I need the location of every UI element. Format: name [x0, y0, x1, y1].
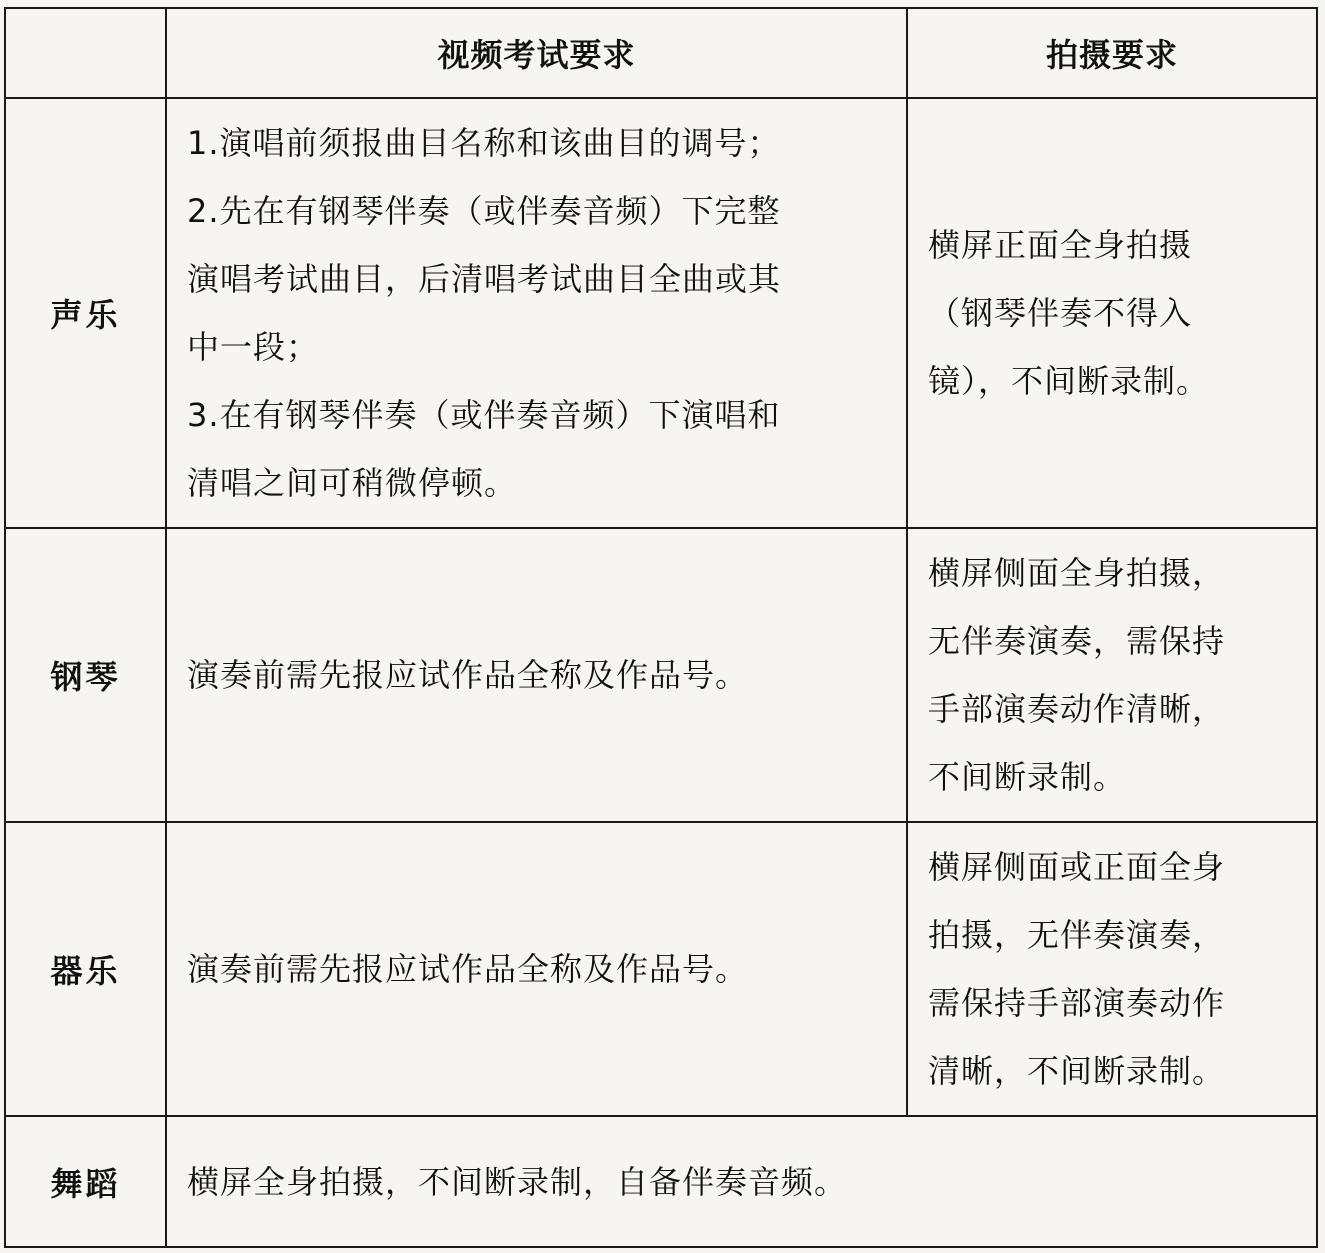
text-line: 2.先在有钢琴伴奏（或伴奏音频）下完整 — [187, 192, 781, 230]
text-line: 3.在有钢琴伴奏（或伴奏音频）下演唱和 — [187, 396, 781, 434]
text-line: 需保持手部演奏动作 — [928, 984, 1226, 1022]
exam-requirements-table — [4, 7, 1318, 1248]
text-line: 1.演唱前须报曲目名称和该曲目的调号； — [187, 124, 781, 162]
text-line: 横屏侧面或正面全身 — [928, 848, 1226, 886]
text-line: 横屏正面全身拍摄 — [928, 226, 1193, 264]
text-line: 演唱考试曲目，后清唱考试曲目全曲或其 — [187, 260, 782, 298]
vocal-video-requirements — [166, 98, 907, 528]
text-line: 横屏全身拍摄，不间断录制，自备伴奏音频。 — [187, 1162, 848, 1201]
text-line: 清晰，不间断录制。 — [928, 1052, 1226, 1090]
text-line: 横屏侧面全身拍摄， — [928, 554, 1226, 592]
header-corner-cell — [5, 8, 166, 98]
category-piano: 钢琴 — [5, 528, 166, 822]
category-vocal: 声乐 — [5, 98, 166, 528]
table-row — [5, 1116, 1317, 1247]
instrumental-video-requirements — [166, 822, 907, 1116]
text-line: 清唱之间可稍微停顿。 — [187, 464, 518, 502]
instrumental-filming-requirements — [907, 822, 1317, 1116]
header-video-requirements: 视频考试要求 — [166, 8, 907, 98]
text-line: 镜），不间断录制。 — [928, 362, 1210, 400]
dance-requirements — [166, 1116, 1317, 1247]
piano-filming-requirements — [907, 528, 1317, 822]
table-row — [5, 822, 1317, 1116]
text-line: 演奏前需先报应试作品全称及作品号。 — [187, 656, 749, 694]
category-dance: 舞蹈 — [5, 1116, 166, 1247]
vocal-filming-requirements — [907, 98, 1317, 528]
text-line: 手部演奏动作清晰， — [928, 690, 1226, 728]
piano-video-requirements — [166, 528, 907, 822]
header-row — [5, 8, 1317, 98]
table-row — [5, 98, 1317, 528]
table-row — [5, 528, 1317, 822]
header-filming-requirements: 拍摄要求 — [907, 8, 1317, 98]
text-line: 无伴奏演奏，需保持 — [928, 622, 1226, 660]
text-line: （钢琴伴奏不得入 — [928, 294, 1193, 332]
text-line: 中一段； — [187, 328, 320, 366]
category-instrumental: 器乐 — [5, 822, 166, 1116]
text-line: 演奏前需先报应试作品全称及作品号。 — [187, 950, 749, 988]
text-line: 拍摄，无伴奏演奏， — [928, 916, 1226, 954]
text-line: 不间断录制。 — [928, 758, 1127, 796]
